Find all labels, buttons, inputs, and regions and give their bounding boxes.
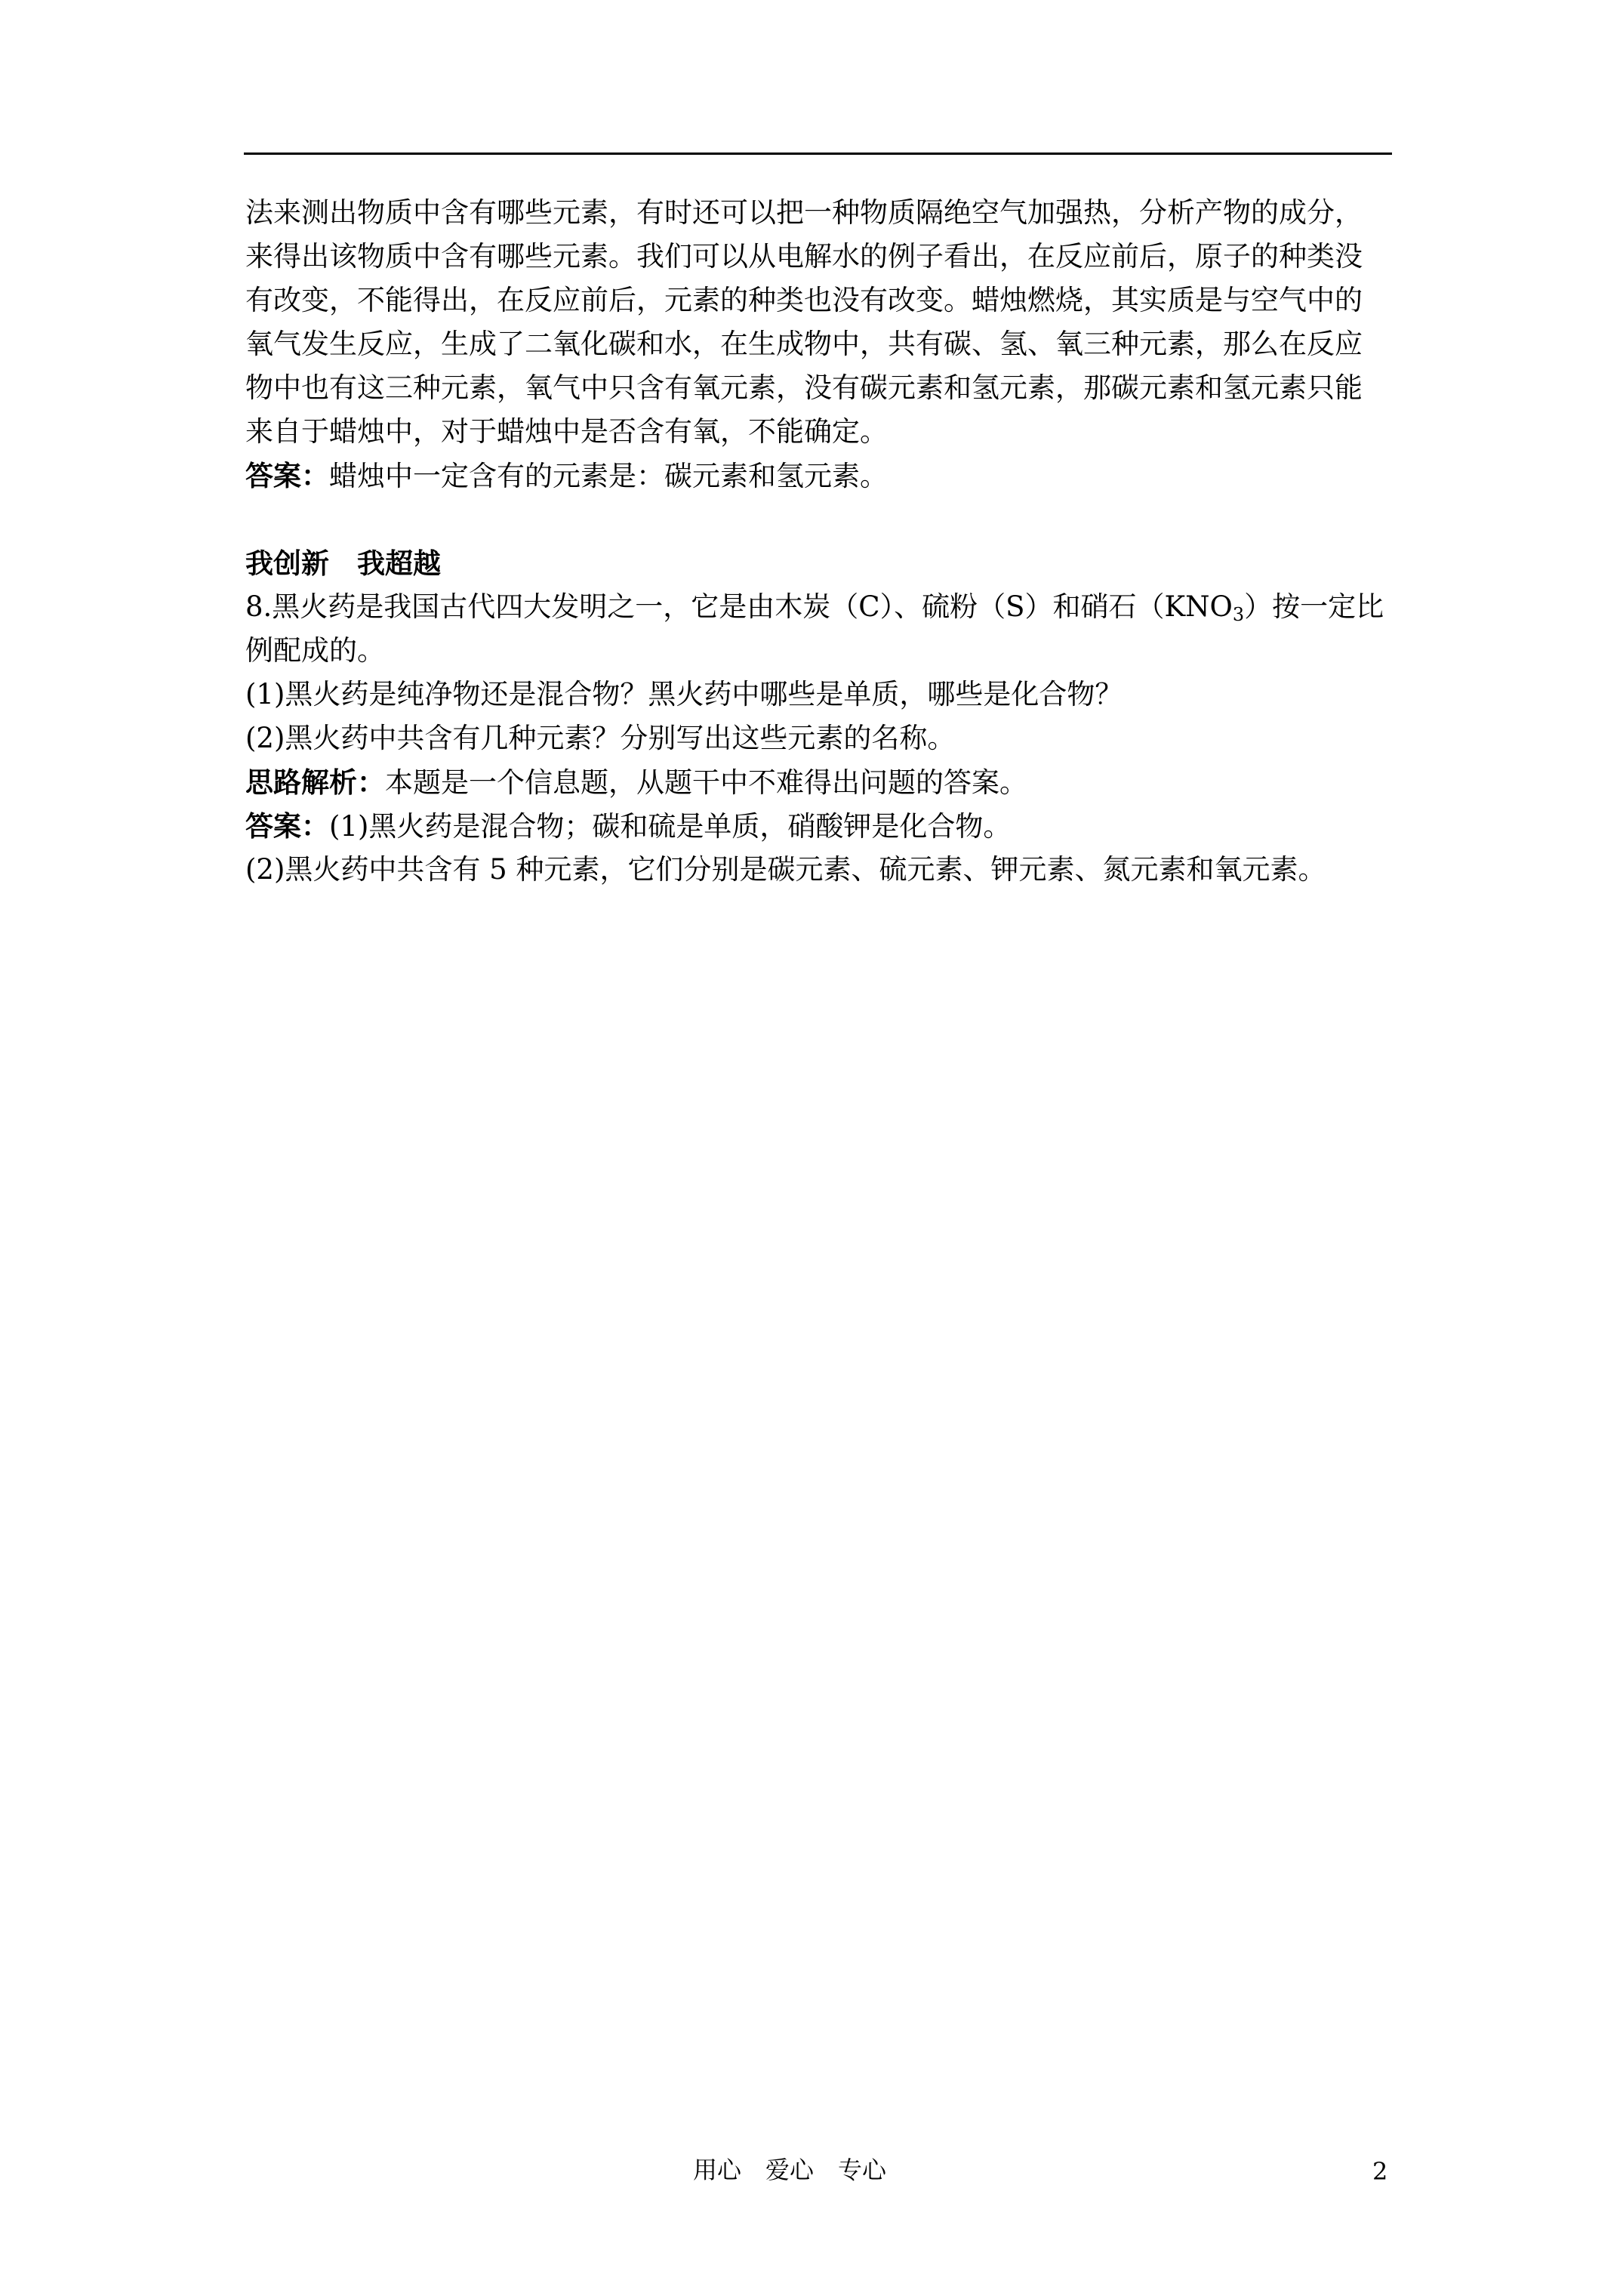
sub-question-2: (2)黑火药中共含有几种元素？分别写出这些元素的名称。: [245, 722, 956, 754]
paragraph-line: 物中也有这三种元素，氧气中只含有氧元素，没有碳元素和氢元素，那碳元素和氢元素只能: [245, 371, 1363, 404]
question-8-line-2: 例配成的。: [245, 634, 385, 667]
paragraph-line: 法来测出物质中含有哪些元素，有时还可以把一种物质隔绝空气加强热，分析产物的成分，: [245, 196, 1363, 229]
analysis-text: 本题是一个信息题，从题干中不难得出问题的答案。: [385, 766, 1027, 799]
page-number: 2: [1372, 2157, 1388, 2186]
answer-line-1: [245, 804, 1423, 848]
header-rule: [244, 153, 1392, 155]
footer-motto: 用心 爱心 专心: [693, 2156, 887, 2184]
section-title: 我创新 我超越: [245, 547, 441, 580]
answer-label: 答案：: [245, 809, 329, 843]
page-content: [245, 191, 1423, 892]
question-8-text: 8.黑火药是我国古代四大发明之一，它是由木炭（C）、硫粉（S）和硝石（KNO: [245, 590, 1233, 623]
answer-text-1: (1)黑火药是混合物；碳和硫是单质，硝酸钾是化合物。: [329, 810, 1012, 843]
paragraph-line: 来自于蜡烛中，对于蜡烛中是否含有氧，不能确定。: [245, 415, 888, 448]
question-8-line-1: [245, 585, 1423, 629]
paragraph-line: 来得出该物质中含有哪些元素。我们可以从电解水的例子看出，在反应前后，原子的种类没: [245, 240, 1363, 273]
analysis-line: [245, 760, 1423, 804]
answer-label: 答案：: [245, 459, 329, 492]
paragraph-line: 有改变，不能得出，在反应前后，元素的种类也没有改变。蜡烛燃烧，其实质是与空气中的: [245, 284, 1363, 316]
answer-text: 蜡烛中一定含有的元素是：碳元素和氢元素。: [329, 460, 888, 492]
paragraph-line: 氧气发生反应，生成了二氧化碳和水，在生成物中，共有碳、氢、氧三种元素，那么在反应: [245, 328, 1363, 360]
answer-line-2: (2)黑火药中共含有 5 种元素，它们分别是碳元素、硫元素、钾元素、氮元素和氧元素。: [245, 853, 1326, 886]
question-8-text-end: ）按一定比: [1244, 590, 1384, 623]
answer-line: [245, 454, 1423, 498]
subscript-3: 3: [1232, 604, 1245, 625]
sub-question-1: (1)黑火药是纯净物还是混合物？黑火药中哪些是单质，哪些是化合物？: [245, 678, 1123, 710]
analysis-label: 思路解析：: [245, 766, 385, 799]
